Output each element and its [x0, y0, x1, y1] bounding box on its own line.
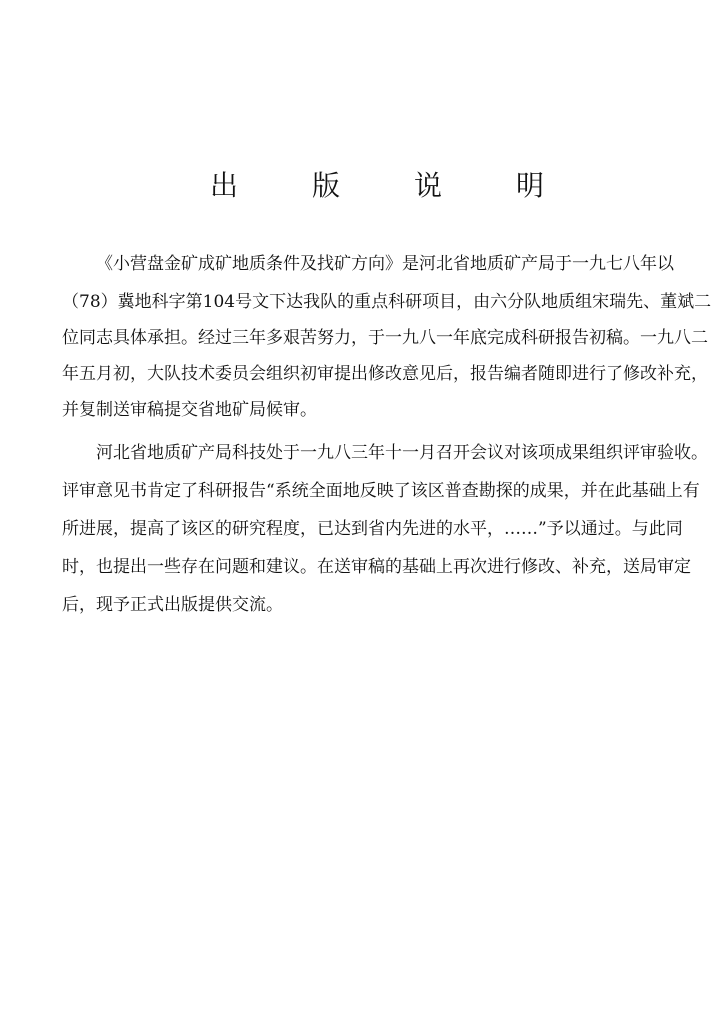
text-line: 时，也提出一些存在问题和建议。在送审稿的基础上再次进行修改、补充，送局审定	[62, 557, 691, 577]
title-char: 出	[210, 169, 239, 202]
title-char: 明	[516, 169, 545, 202]
text-line: 评审意见书肯定了科研报告“系统全面地反映了该区普查勘探的成果，并在此基础上有	[62, 481, 700, 501]
text-line: 《小营盘金矿成矿地质条件及找矿方向》是河北省地质矿产局于一九七八年以	[96, 254, 674, 274]
page-title	[0, 168, 724, 204]
text-line: 位同志具体承担。经过三年多艰苦努力，于一九八一年底完成科研报告初稿。一九八二	[62, 328, 708, 348]
text-line: 年五月初，大队技术委员会组织初审提出修改意见后，报告编者随即进行了修改补充，	[62, 364, 708, 384]
text-line: 所进展，提高了该区的研究程度，已达到省内先进的水平，……”予以通过。与此同	[62, 519, 683, 539]
text-line: 并复制送审稿提交省地矿局候审。	[62, 400, 317, 420]
text-line: 后，现予正式出版提供交流。	[62, 595, 283, 615]
title-char: 版	[312, 169, 341, 202]
text-line: （78）冀地科字第104号文下达我队的重点科研项目，由六分队地质组宋瑞先、董斌二	[62, 292, 712, 312]
text-line: 河北省地质矿产局科技处于一九八三年十一月召开会议对该项成果组织评审验收。	[96, 443, 708, 463]
title-char: 说	[414, 169, 443, 202]
